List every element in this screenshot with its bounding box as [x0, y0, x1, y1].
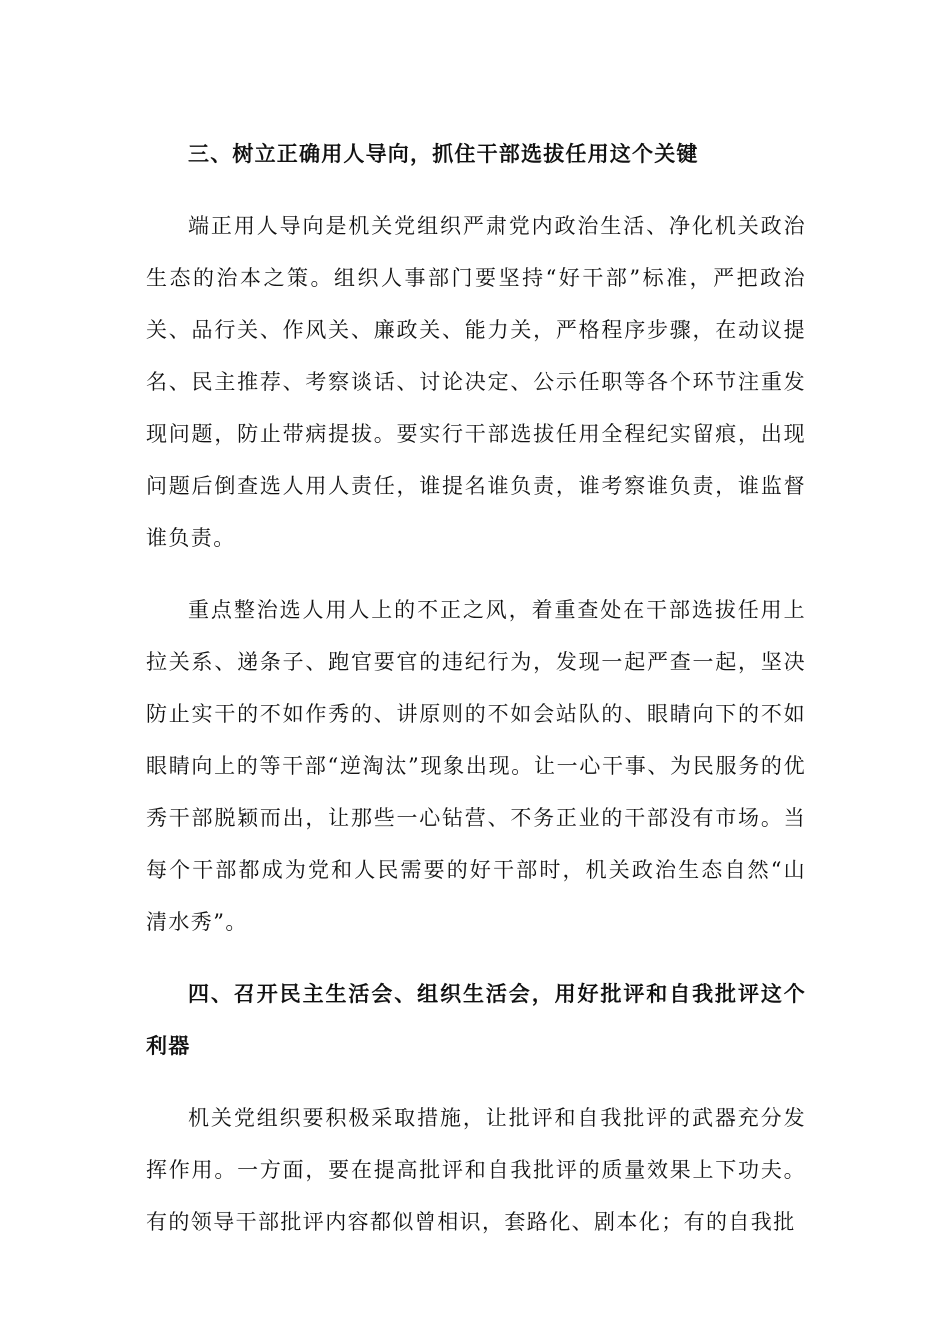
- section-4-paragraph-1: 机关党组织要积极采取措施，让批评和自我批评的武器充分发挥作用。一方面，要在提高批评和自我批评的质量效果上下功夫。有的领导干部批评内容都似曾相识，套路化、剧本化；有的自我批: [146, 1106, 806, 1234]
- section-3-paragraph-2: 重点整治选人用人上的不正之风，着重查处在干部选拔任用上拉关系、递条子、跑官要官的违纪行为，发现一起严查一起，坚决防止实干的不如作秀的、讲原则的不如会站队的、眼睛向下的不如眼睛向上的等干部“逆淘汰”现象出现。让一心干事、为民服务的优秀干部脱颖而出，让那些一心钻营、不务正业的干部没有市场。当每个干部都成为党和人民需要的好干部时，机关政治生态自然“山清水秀”。: [146, 598, 806, 934]
- section-4-heading: 四、召开民主生活会、组织生活会，用好批评和自我批评这个利器: [146, 981, 806, 1058]
- section-3-heading: 三、树立正确用人导向，抓住干部选拔任用这个关键: [188, 141, 699, 166]
- document-body: [146, 128, 806, 1248]
- section-3-paragraph-1: 端正用人导向是机关党组织严肃党内政治生活、净化机关政治生态的治本之策。组织人事部门要坚持“好干部”标准，严把政治关、品行关、作风关、廉政关、能力关，严格程序步骤，在动议提名、民主推荐、考察谈话、讨论决定、公示任职等各个环节注重发现问题，防止带病提拔。要实行干部选拔任用全程纪实留痕，出现问题后倒查选人用人责任，谁提名谁负责，谁考察谁负责，谁监督谁负责。: [146, 214, 806, 550]
